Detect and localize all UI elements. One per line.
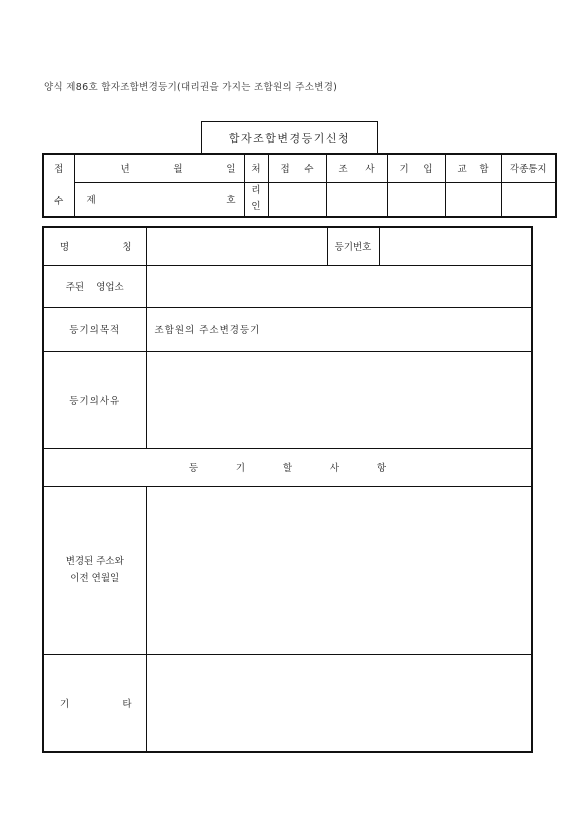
col-gyohap-1: 교 — [457, 164, 467, 176]
col-gakjong-header: 각종통지 — [501, 154, 556, 182]
matters-heading-char: 등 — [188, 463, 199, 474]
other-label-2: 타 — [122, 698, 132, 710]
office-value-cell[interactable] — [146, 265, 532, 307]
giip-stamp-cell[interactable] — [387, 182, 445, 217]
jeopsu-stamp-cell[interactable] — [268, 182, 326, 217]
form-title: 합자조합변경등기신청 — [201, 121, 378, 154]
changed-address-label-1: 변경된 주소와 — [65, 556, 124, 567]
receipt-label-cell — [43, 154, 74, 217]
col-josa-2: 사 — [365, 164, 375, 176]
name-label-2: 칭 — [122, 242, 132, 254]
name-label-cell — [43, 227, 146, 265]
changed-address-label-cell — [43, 486, 146, 654]
col-giip-2: 입 — [423, 164, 433, 176]
month-label: 월 — [173, 164, 183, 176]
office-label-2: 영업소 — [96, 282, 124, 293]
name-label-1: 명 — [60, 242, 70, 254]
other-value-cell[interactable] — [146, 654, 532, 752]
other-label-cell — [43, 654, 146, 752]
ho-label: 호 — [226, 195, 236, 207]
reason-label: 등기의사유 — [43, 351, 146, 448]
form-number-label: 양식 제86호 합자조합변경등기(대리권을 가지는 조합원의 주소변경) — [44, 82, 338, 93]
reason-value-cell[interactable] — [146, 351, 532, 448]
changed-address-label-2: 이전 연월일 — [70, 573, 120, 584]
col-josa-header — [326, 154, 387, 182]
year-label: 년 — [120, 164, 130, 176]
col-gyohap-header — [445, 154, 501, 182]
application-table — [42, 226, 533, 753]
matters-heading-char: 사 — [329, 463, 340, 474]
changed-address-value-cell[interactable] — [146, 486, 532, 654]
col-giip-1: 기 — [399, 164, 409, 176]
col-jeopsu-2: 수 — [304, 164, 314, 176]
reg-no-value-cell[interactable] — [379, 227, 532, 265]
processing-cheo-cell — [244, 154, 268, 182]
col-jeopsu-1: 접 — [280, 164, 290, 176]
matters-heading-cell — [43, 448, 532, 486]
col-jeopsu-header — [268, 154, 326, 182]
office-label-1: 주된 — [65, 282, 85, 293]
matters-heading-char: 할 — [282, 463, 293, 474]
matters-heading-char: 항 — [376, 463, 387, 474]
office-label-cell — [43, 265, 146, 307]
purpose-label: 등기의목적 — [43, 307, 146, 351]
matters-heading-char: 기 — [235, 463, 246, 474]
processing-ri-in-cell — [244, 182, 268, 217]
col-josa-1: 조 — [338, 164, 348, 176]
col-giip-header — [387, 154, 445, 182]
receipt-number-cell[interactable] — [74, 182, 244, 217]
reg-no-label: 등기번호 — [327, 227, 379, 265]
matters-heading — [44, 460, 531, 474]
purpose-value[interactable]: 조합원의 주소변경등기 — [146, 307, 532, 351]
processing-label-cheo: 처 — [251, 164, 261, 176]
processing-label-ri: 리 — [251, 185, 261, 197]
gyohap-stamp-cell[interactable] — [445, 182, 501, 217]
je-label: 제 — [86, 195, 96, 207]
josa-stamp-cell[interactable] — [326, 182, 387, 217]
receipt-label-su: 수 — [54, 195, 64, 207]
day-label: 일 — [226, 164, 236, 176]
col-gyohap-2: 합 — [479, 164, 489, 176]
other-label-1: 기 — [60, 698, 70, 710]
name-value-cell[interactable] — [146, 227, 327, 265]
processing-label-in: 인 — [251, 201, 261, 213]
receipt-label-jeop: 접 — [54, 163, 64, 175]
receipt-date-cell[interactable] — [74, 154, 244, 182]
receipt-table — [42, 153, 557, 218]
gakjong-stamp-cell[interactable] — [501, 182, 556, 217]
